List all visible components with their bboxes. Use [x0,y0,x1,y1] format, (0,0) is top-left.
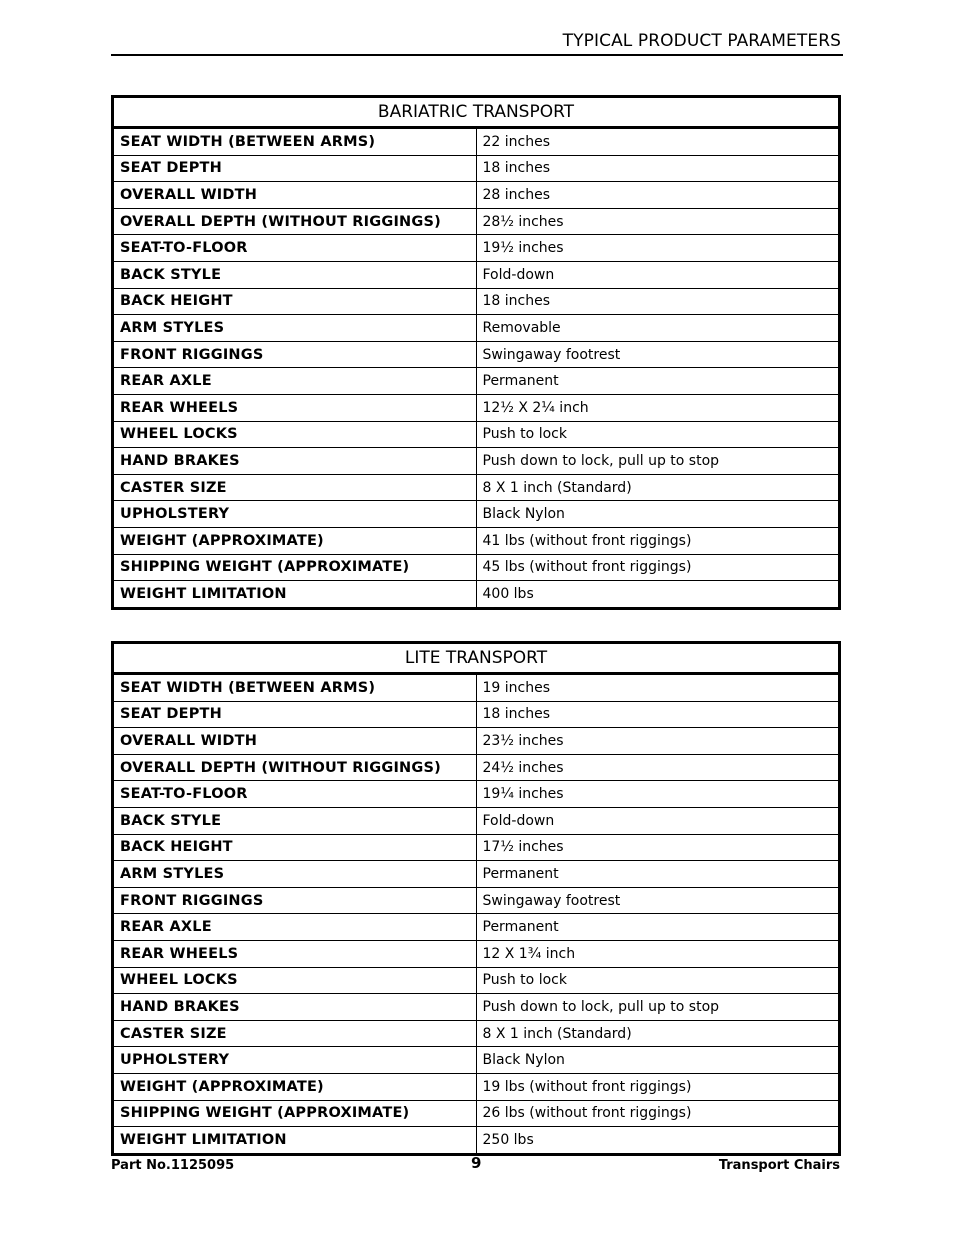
parameter-label: SEAT-TO-FLOOR [113,235,477,262]
parameter-label: WEIGHT LIMITATION [113,581,477,609]
table-row [113,1020,840,1047]
parameter-label: WEIGHT LIMITATION [113,1127,477,1155]
parameter-value: 26 lbs (without front riggings) [476,1100,840,1127]
parameter-value: Black Nylon [476,1047,840,1074]
table-row [113,861,840,888]
parameter-value: 23½ inches [476,728,840,755]
parameter-value: Push to lock [476,421,840,448]
parameter-value: 19 inches [476,674,840,702]
table-row [113,527,840,554]
parameter-label: SEAT-TO-FLOOR [113,781,477,808]
table-row [113,235,840,262]
table-row [113,288,840,315]
table-title: LITE TRANSPORT [113,643,840,674]
table-row [113,421,840,448]
parameter-label: SEAT DEPTH [113,155,477,182]
table-title: BARIATRIC TRANSPORT [113,97,840,128]
parameter-label: UPHOLSTERY [113,501,477,528]
parameter-value: 18 inches [476,288,840,315]
parameter-value: 17½ inches [476,834,840,861]
parameter-label: REAR WHEELS [113,940,477,967]
parameter-label: ARM STYLES [113,861,477,888]
lite-transport-table [111,641,841,1156]
parameter-value: 28½ inches [476,208,840,235]
parameter-label: OVERALL DEPTH (WITHOUT RIGGINGS) [113,754,477,781]
parameter-label: BACK HEIGHT [113,834,477,861]
table-row [113,754,840,781]
table-row [113,807,840,834]
parameter-value: 18 inches [476,155,840,182]
parameter-label: FRONT RIGGINGS [113,341,477,368]
page-header [111,0,843,56]
table-row [113,1100,840,1127]
table-row [113,781,840,808]
parameter-label: HAND BRAKES [113,994,477,1021]
table-row [113,182,840,209]
parameter-value: Permanent [476,861,840,888]
table-row [113,474,840,501]
parameter-label: CASTER SIZE [113,474,477,501]
table-row [113,341,840,368]
table-row [113,728,840,755]
table-row [113,554,840,581]
parameter-label: WEIGHT (APPROXIMATE) [113,527,477,554]
parameter-label: WHEEL LOCKS [113,421,477,448]
parameter-value: 22 inches [476,128,840,156]
parameter-label: SEAT WIDTH (BETWEEN ARMS) [113,128,477,156]
table-row [113,501,840,528]
parameter-value: 24½ inches [476,754,840,781]
parameter-value: 19½ inches [476,235,840,262]
table-row [113,155,840,182]
part-number: Part No.1125095 [111,1158,235,1173]
parameter-label: OVERALL WIDTH [113,182,477,209]
table-row [113,701,840,728]
parameter-value: Fold-down [476,261,840,288]
parameter-label: OVERALL DEPTH (WITHOUT RIGGINGS) [113,208,477,235]
parameter-value: 28 inches [476,182,840,209]
table-row [113,1047,840,1074]
parameter-value: Removable [476,315,840,342]
parameter-label: WHEEL LOCKS [113,967,477,994]
parameter-label: FRONT RIGGINGS [113,887,477,914]
parameter-value: 400 lbs [476,581,840,609]
parameter-label: BACK HEIGHT [113,288,477,315]
table-row [113,128,840,156]
table-row [113,261,840,288]
parameter-label: BACK STYLE [113,807,477,834]
parameter-label: WEIGHT (APPROXIMATE) [113,1073,477,1100]
parameter-label: REAR WHEELS [113,394,477,421]
parameter-value: Permanent [476,368,840,395]
parameter-value: 19 lbs (without front riggings) [476,1073,840,1100]
parameter-label: REAR AXLE [113,914,477,941]
parameter-value: 8 X 1 inch (Standard) [476,1020,840,1047]
table-row [113,914,840,941]
table-row [113,674,840,702]
parameter-label: SHIPPING WEIGHT (APPROXIMATE) [113,554,477,581]
parameter-value: Swingaway footrest [476,887,840,914]
table-row [113,967,840,994]
parameter-label: CASTER SIZE [113,1020,477,1047]
bariatric-transport-table [111,95,841,610]
parameter-label: REAR AXLE [113,368,477,395]
parameter-value: 45 lbs (without front riggings) [476,554,840,581]
parameter-value: Fold-down [476,807,840,834]
table-row [113,208,840,235]
table-row [113,1127,840,1155]
parameter-label: ARM STYLES [113,315,477,342]
parameter-value: 19¼ inches [476,781,840,808]
parameter-label: HAND BRAKES [113,448,477,475]
parameter-value: Push down to lock, pull up to stop [476,448,840,475]
table-row [113,887,840,914]
parameter-label: SHIPPING WEIGHT (APPROXIMATE) [113,1100,477,1127]
table-row [113,1073,840,1100]
parameter-value: Permanent [476,914,840,941]
parameter-value: Push to lock [476,967,840,994]
parameter-value: Push down to lock, pull up to stop [476,994,840,1021]
parameter-value: Swingaway footrest [476,341,840,368]
parameter-value: 41 lbs (without front riggings) [476,527,840,554]
table-row [113,940,840,967]
parameter-value: 8 X 1 inch (Standard) [476,474,840,501]
parameter-value: 12½ X 2¼ inch [476,394,840,421]
parameter-value: 12 X 1¾ inch [476,940,840,967]
table-row [113,994,840,1021]
parameter-value: Black Nylon [476,501,840,528]
page-number: 9 [471,1154,482,1172]
parameter-value: 18 inches [476,701,840,728]
parameter-label: SEAT WIDTH (BETWEEN ARMS) [113,674,477,702]
parameter-value: 250 lbs [476,1127,840,1155]
page-footer [111,1154,840,1178]
table-row [113,315,840,342]
table-row [113,581,840,609]
page-title: TYPICAL PRODUCT PARAMETERS [562,31,841,51]
parameter-label: BACK STYLE [113,261,477,288]
product-name: Transport Chairs [718,1158,840,1173]
table-row [113,368,840,395]
parameter-label: SEAT DEPTH [113,701,477,728]
table-row [113,448,840,475]
parameter-label: UPHOLSTERY [113,1047,477,1074]
parameter-label: OVERALL WIDTH [113,728,477,755]
table-row [113,394,840,421]
table-row [113,834,840,861]
